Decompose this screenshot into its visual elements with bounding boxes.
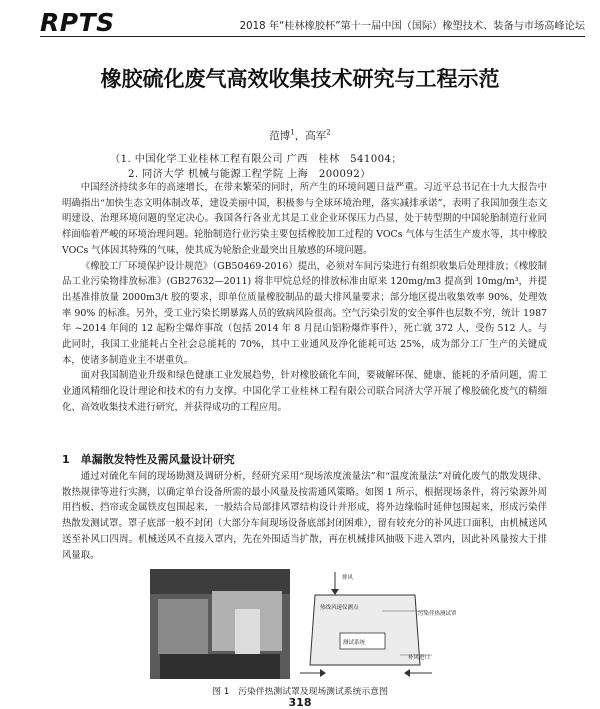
figure-annotation: 排风 (342, 575, 354, 581)
section-heading: 1 单漏散发特性及需风量设计研究 (62, 453, 235, 466)
author-name: 范博 (269, 130, 291, 142)
page-header (40, 10, 585, 37)
figure-annotation: 测试系统 (343, 640, 366, 646)
author-line: 范博$^1$，高军$^2$ (269, 128, 331, 142)
page-number: 318 (288, 696, 312, 709)
figure-1-image (150, 569, 465, 679)
intro-body (62, 180, 547, 416)
figure-caption: 图 1 污染伴热测试罩及现场测试系统示意图 (212, 687, 388, 697)
author-superscript: 2 (326, 128, 331, 137)
paragraph: 《橡胶工厂环境保护设计规范》（GB50469-2016）提出，必须对车间污染进行有组织收集后处理排放；《橡胶制品工业污染物排放标准》(GB27632—2011) 将非甲烷总烃的排放标准由原来 120mg/m3 提高到 10mg/m³，并提出基准排放量 2000m3/t 胶的要求，即单位质量橡胶制品的最大排风量要求；部分地区提出收集效率 90%、处理效率 90% 的标准。另外，受工业污染长期暴露人员的致病风险很高。空气污染引发的安全事件也层数不穷，统计 1987 年 ~2014 年间的 12 起粉尘爆炸事故（包括 2014 年 8 月昆山铝粉爆炸事件），死亡就 372 人，受伤 512 人。与此同时，我国工业能耗占全社会总能耗的 70%，其中工业通风及净化能耗可达 25%，成为部分工厂生产的关键成本，使诸多制造业主不堪重负。 (62, 260, 547, 366)
conference-title: 2018 年“桂林橡胶杯”第十一届中国（国际）橡塑技术、装备与市场高峰论坛 (239, 21, 585, 32)
paper-title: 橡胶硫化废气高效收集技术研究与工程示范 (100, 67, 500, 91)
paragraph: 面对我国制造业升级和绿色健康工业发展趋势，针对橡胶硫化车间，要破解环保、健康、能耗的矛盾问题，需工业通风精细化设计理论和技术的有力支撑。中国化学工业桂林工程有限公司联合同济大学开展了橡胶硫化废气的精细化、高效收集技术进行研究，并获得成功的工程应用。 (62, 370, 547, 413)
author-name: 高军 (305, 130, 327, 142)
journal-logo: RPTS (40, 8, 115, 37)
affiliation-2: 2. 同济大学 机械与能源工程学院 上海 200092） (128, 169, 371, 180)
figure-annotation: 补风进口 (408, 655, 431, 661)
paragraph: 中国经济持续多年的高速增长，在带来繁荣的同时，所产生的环境问题日益严重。习近平总书记在十九大报告中明确指出“加快生态文明体制改革，建设美丽中国，积极参与全球环境治理，落实减排承诺”，表明了我国加强生态文明建设、治理环境问题的坚定决心。我国各行各业尤其是工业企业环保压力凸显，处于转型期的中国轮胎制造行业同样面临着严峻的环境治理问题。轮胎制造行业污染主要包括橡胶加工过程的 VOCs 气体与生活生产废水等，其中橡胶 VOCs 气体因其特殊的气味，使其成为轮胎企业最突出且敏感的环境问题。 (62, 182, 547, 256)
figure-annotation: 污染伴热测试罩 (418, 611, 457, 617)
affiliation-1: （1. 中国化学工业桂林工程有限公司 广西 桂林 541004； (110, 154, 403, 165)
author-superscript: 1 (290, 128, 295, 137)
test-hood-diagram (300, 572, 432, 677)
figure-annotation: 热线风速仪测点 (320, 605, 359, 611)
section-paragraph: 通过对硫化车间的现场勘测及调研分析，经研究采用“现场浓度流量法”和“温度流量法”对硫化废气的散发规律、散热规律等进行实测，以确定单台设备所需的最小风量及按需通风策略。如图 1 所示，根据现场条件，将污染源外周用挡板、挡帘或金属铁皮包围起来，一般结合局部排风罩结构设计并形成，将外边缘临时延伸包围起来，形成污染伴热散发测试罩。罩子底部一般不封闭（大部分车间现场设备底部封闭困难），留有较充分的补风进口面积，由机械送风送至补风口四周。机械送风不直接入罩内，先在外围适当扩散，再在机械排风抽吸下进入罩内，因此补风量按大于排风量取。 (62, 471, 547, 561)
